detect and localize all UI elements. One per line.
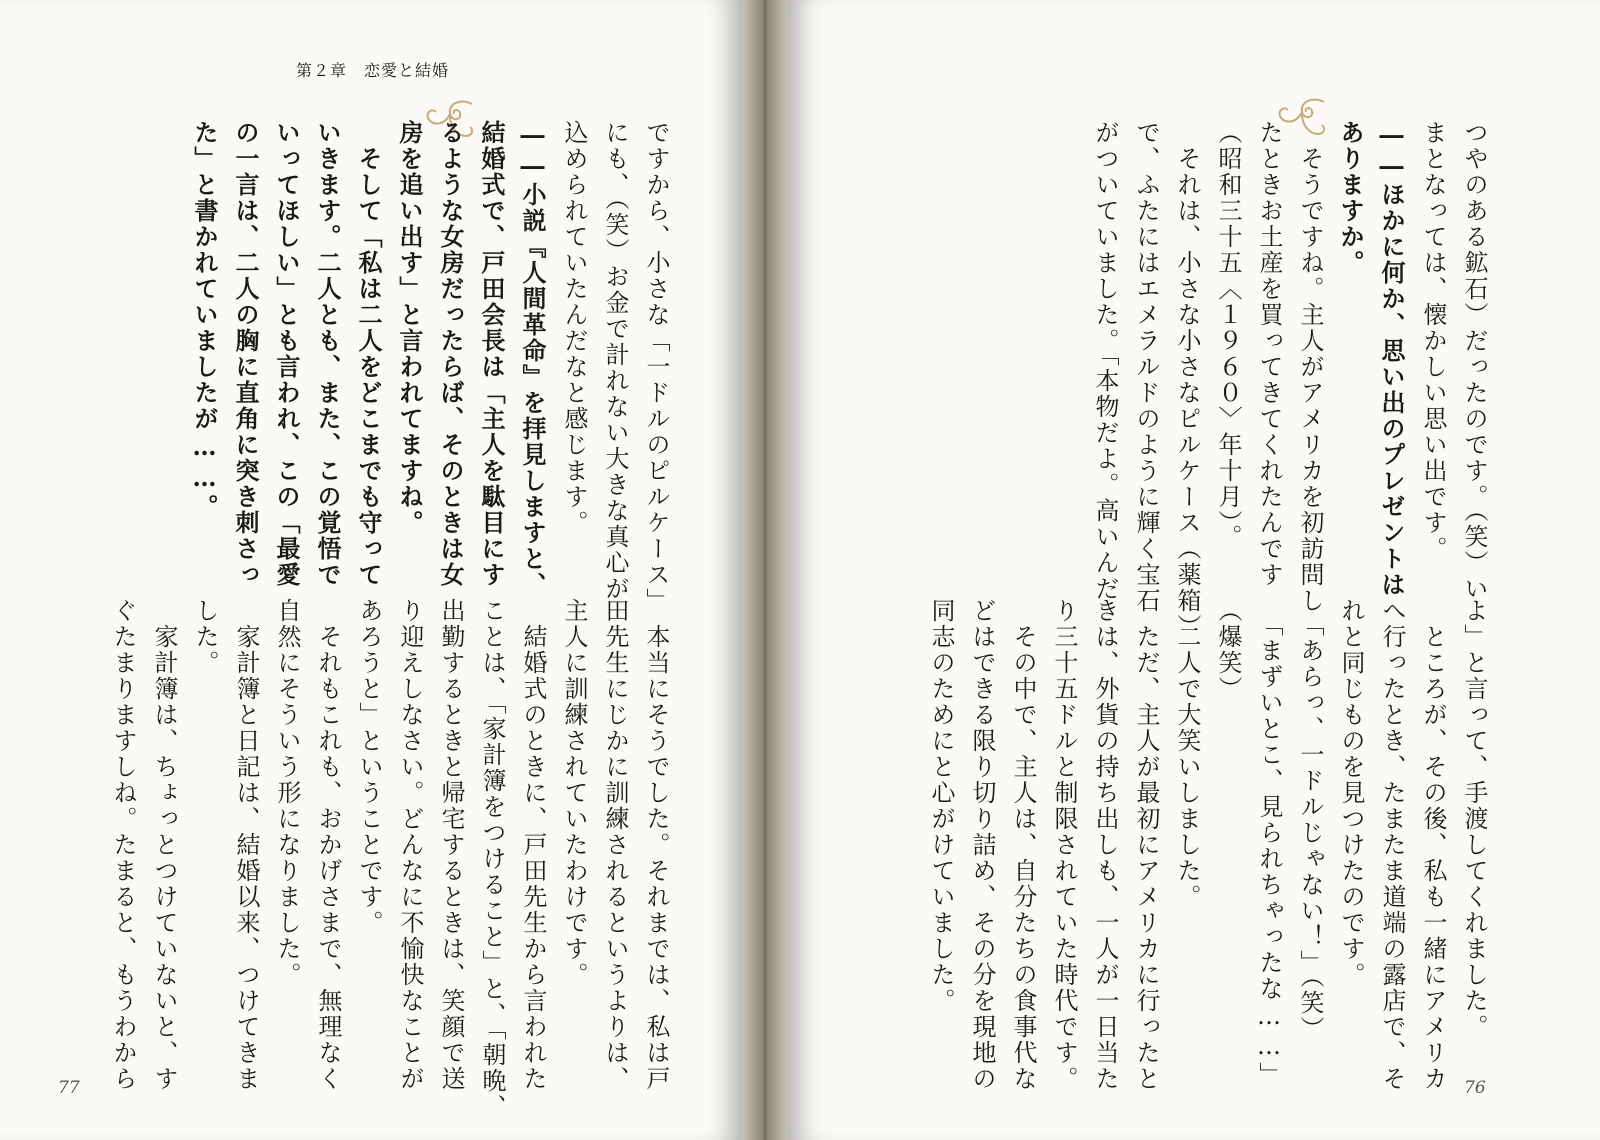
text-line: 「まずいとこ、見られちゃったな……」 <box>1255 598 1283 1088</box>
text-line: 田先生にじかに訓練されるというよりは、 <box>601 598 629 1092</box>
text-line: れと同じものを見つけたのです。 <box>1337 598 1365 988</box>
question-line: の一言は、二人の胸に直角に突き刺さっ <box>231 120 260 588</box>
question-line: ありますか。 <box>1336 120 1365 276</box>
right-page <box>788 0 1600 1140</box>
text-line: どはできる限り切り詰め、その分を現地の <box>968 598 996 1092</box>
text-line: へ行ったとき、たまたま道端の露店で、そ <box>1378 598 1406 1092</box>
text-line: （爆笑） <box>1214 598 1242 702</box>
text-line: ところが、その後、私も一緒にアメリカ <box>1419 598 1447 1092</box>
text-line: り迎えしなさい。どんなに不愉快なことが <box>396 598 424 1092</box>
text-line: きは、外貨の持ち出しも、一人が一日当た <box>1091 598 1119 1092</box>
text-line: たときお土産を買ってきてくれたんです <box>1255 120 1283 588</box>
question-line: 房を追い出す」と言われてますね。 <box>395 120 424 536</box>
question-line: いってほしい」とも言われ、この「最愛 <box>272 120 301 588</box>
text-line: 「あらっ、一ドルじゃない！」（笑） <box>1296 598 1324 1042</box>
text-line: そうですね。主人がアメリカを初訪問し <box>1296 120 1324 614</box>
question-line: そして「私は二人をどこまでも守って <box>354 120 383 588</box>
text-line: にも、（笑）お金で計れない大きな真心が <box>601 120 629 602</box>
left-upper-text <box>184 120 676 614</box>
text-line: 主人に訓練されていたわけです。 <box>560 598 588 988</box>
text-line: 込められていたんだなと感じます。 <box>560 120 588 536</box>
text-line: 二人で大笑いしました。 <box>1173 598 1201 910</box>
left-lower-text <box>102 598 676 1120</box>
text-line: （昭和三十五〈１９６０〉年十月）。 <box>1214 120 1242 550</box>
text-line: それもこれも、おかげさまで、無理なく <box>314 598 342 1092</box>
page-number: 77 <box>58 1078 80 1098</box>
text-line: り三十五ドルと制限されていた時代です。 <box>1050 598 1078 1092</box>
text-line: あろうと」ということです。 <box>355 598 383 936</box>
text-line: 家計簿と日記は、結婚以来、つけてきま <box>232 598 260 1092</box>
text-line: 自然にそういう形になりました。 <box>273 598 301 988</box>
text-line: 本当にそうでした。それまでは、私は戸 <box>642 598 670 1092</box>
right-upper-text <box>1084 120 1494 640</box>
text-line: その中で、主人は、自分たちの食事代な <box>1009 598 1037 1092</box>
question-line: いきます。二人とも、また、この覚悟で <box>313 120 342 588</box>
text-line: ですから、小さな「一ドルのピルケース」 <box>642 120 670 614</box>
question-line: るような女房だったらば、そのときは女 <box>436 120 465 588</box>
left-page <box>0 0 742 1140</box>
question-line: 結婚式で、戸田会長は「主人を駄目にす <box>477 120 506 588</box>
text-line: よ」と言って、手渡してくれました。 <box>1460 598 1488 1040</box>
text-line: 家計簿は、ちょっとつけていないと、す <box>150 598 178 1092</box>
text-line: で、ふたにはエメラルドのように輝く宝石 <box>1132 120 1160 614</box>
text-line: ただ、主人が最初にアメリカに行ったと <box>1132 598 1160 1092</box>
text-line: 結婚式のときに、戸田先生から言われた <box>519 598 547 1092</box>
text-line: ぐたまりますしね。たまると、もうわから <box>109 598 137 1092</box>
book-gutter <box>742 0 788 1140</box>
text-line: つやのある鉱石）だったのです。（笑）い <box>1460 120 1488 602</box>
text-line: ことは、「家計簿をつけること」と、「朝晩、 <box>478 598 506 1120</box>
text-line: 出勤するときと帰宅するときは、笑顔で送 <box>437 598 465 1092</box>
running-header: 第２章 恋愛と結婚 <box>296 61 450 80</box>
text-line: 同志のためにと心がけていました。 <box>927 598 955 1014</box>
question-line: ――小説『人間革命』を拝見しますと、 <box>518 120 547 598</box>
question-line: ――ほかに何か、思い出のプレゼントは <box>1377 120 1406 598</box>
page-number: 76 <box>1464 1078 1486 1098</box>
question-line: た」と書かれていましたが……。 <box>190 120 219 520</box>
text-line: した。 <box>191 598 219 676</box>
text-line: まとなっては、懐かしい思い出です。 <box>1419 120 1447 562</box>
text-line: それは、小さな小さなピルケース（薬箱） <box>1173 120 1201 640</box>
text-line: がついていました。「本物だよ。高いんだ <box>1091 120 1119 602</box>
